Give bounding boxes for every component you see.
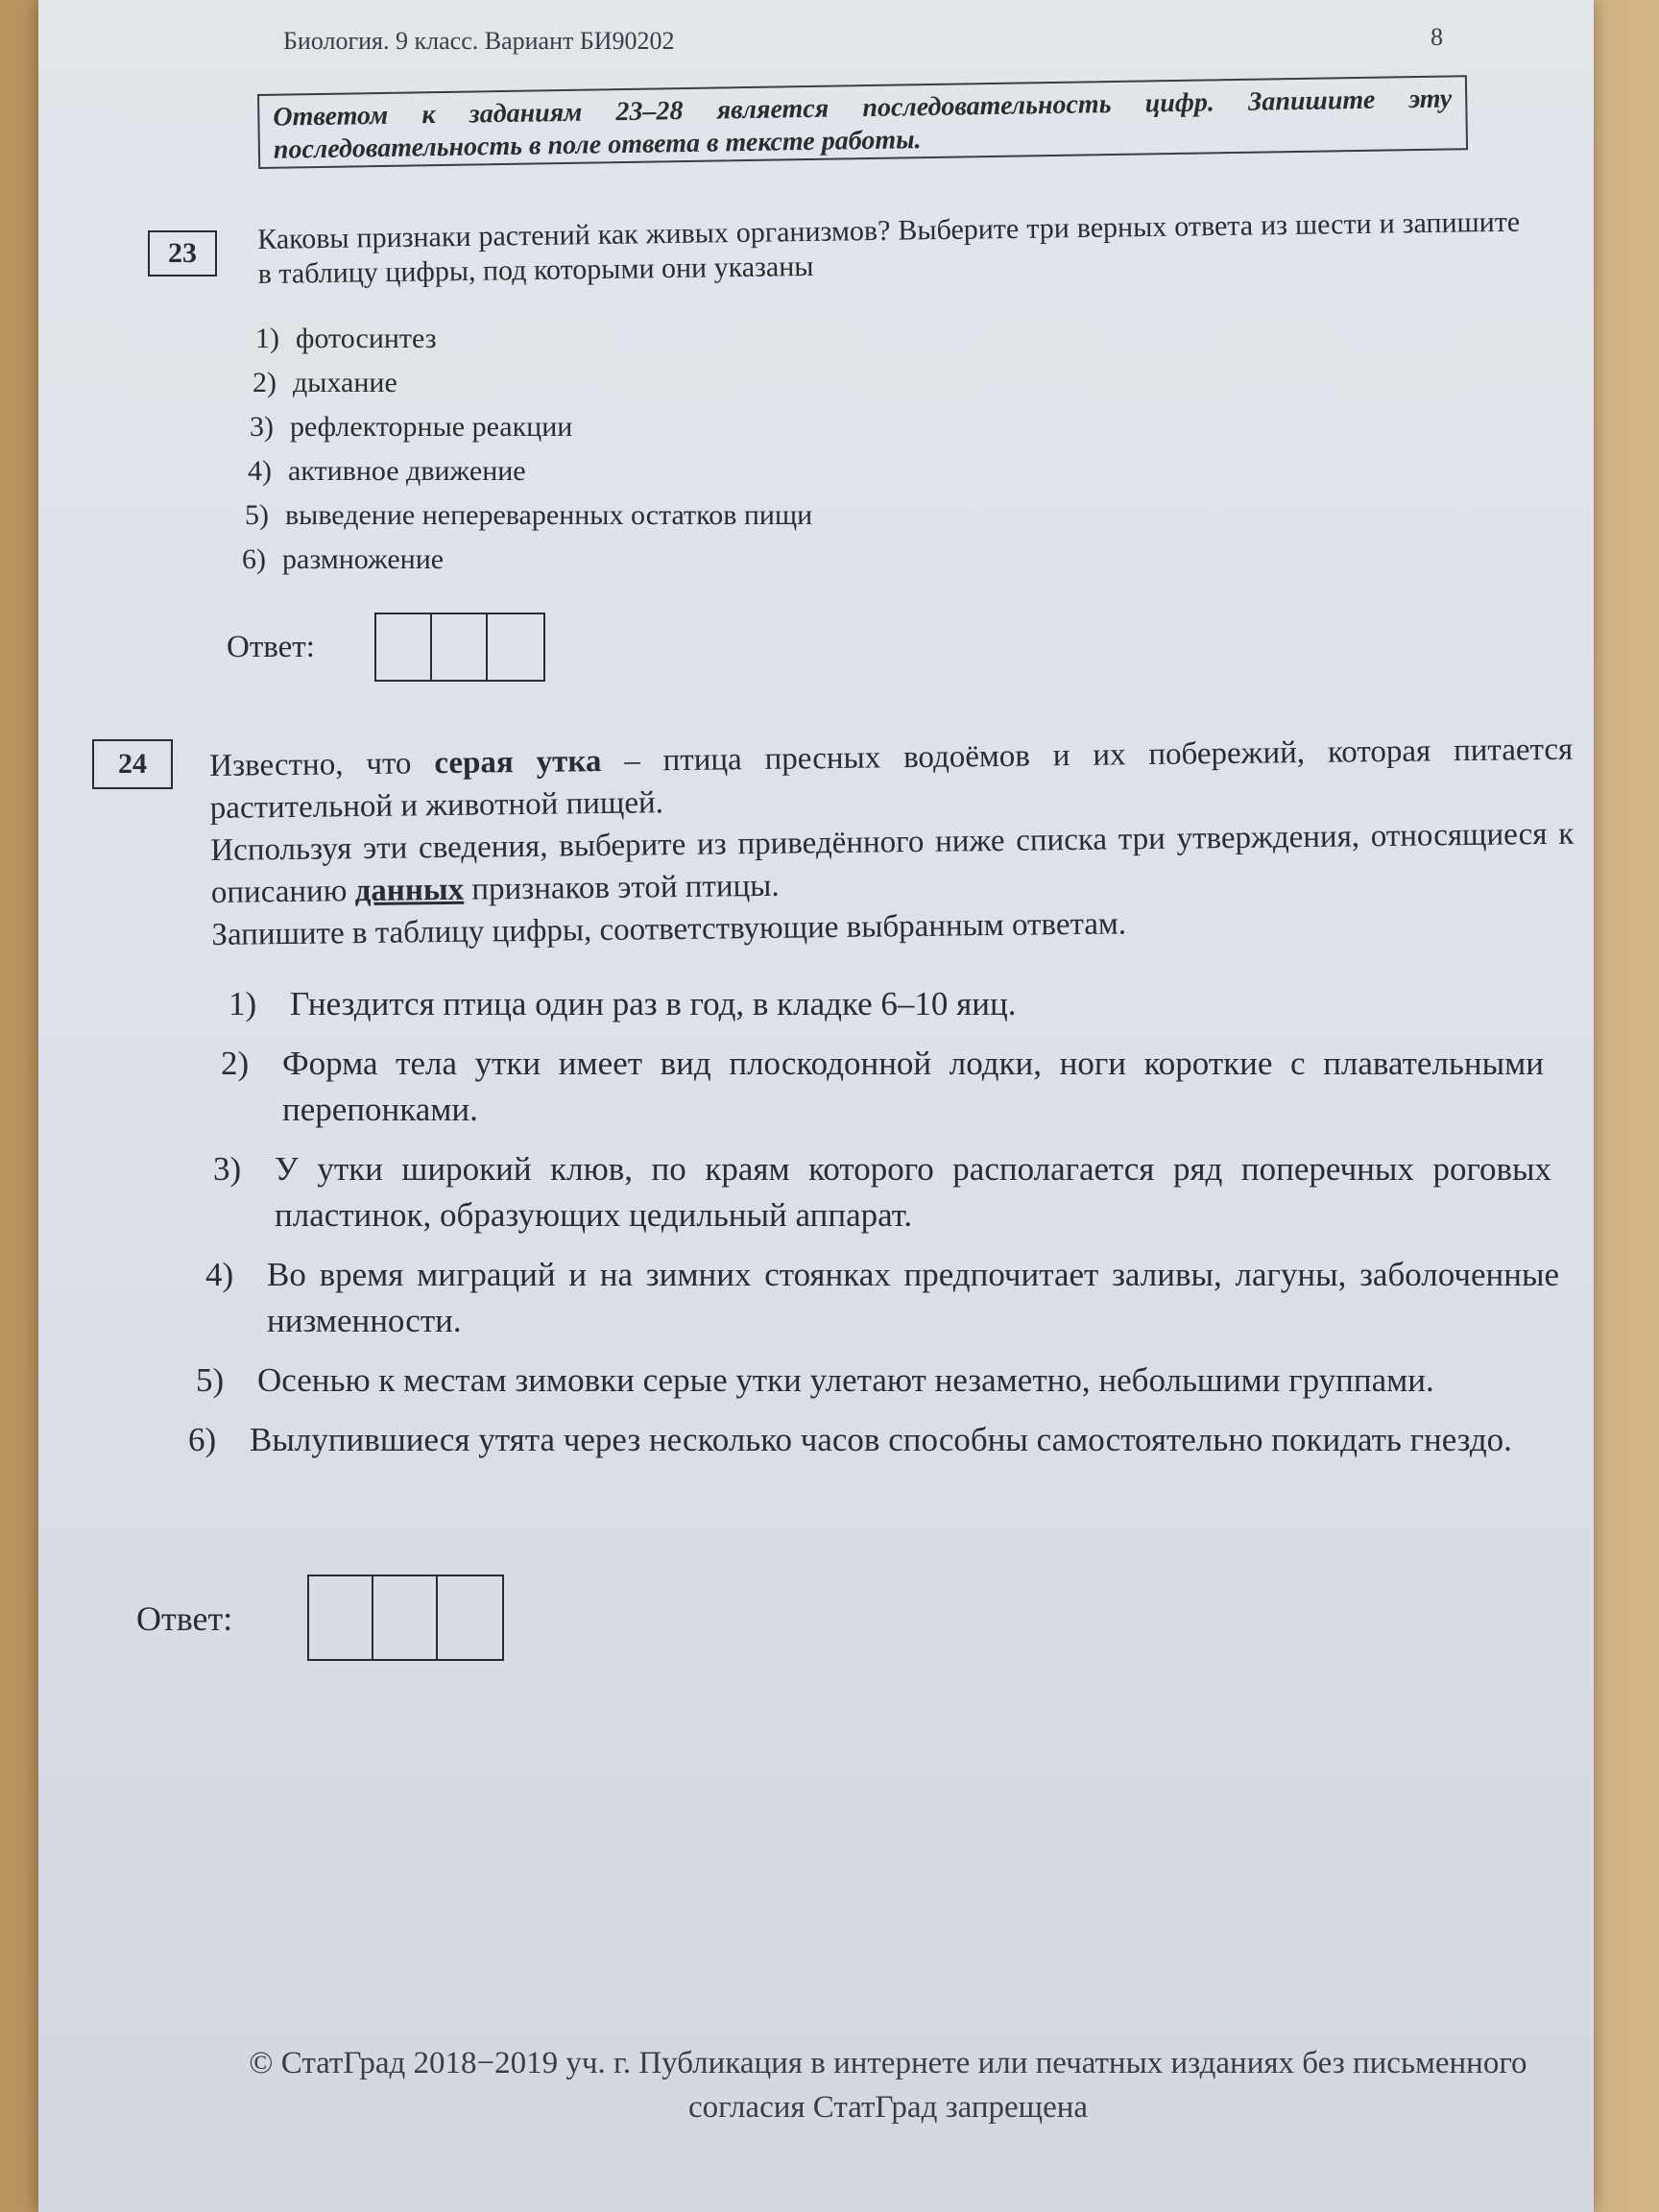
option: 1) фотосинтез — [255, 323, 437, 354]
answer-label-23: Ответ: — [227, 630, 315, 664]
option: 3) У утки широкий клюв, по краям которого располагается ряд поперечных роговых пластинок, образующих цедильный аппарат. — [213, 1150, 1551, 1234]
option: 5) выведение непереваренных остатков пищи — [245, 499, 813, 531]
option: 2) дыхание — [252, 367, 397, 398]
question-24-intro: Известно, что серая утка – птица пресных водоёмов и их побережий, которая питается растительной и животной пищей. — [209, 732, 1574, 826]
answer-boxes-24 — [307, 1575, 504, 1661]
answer-cell[interactable] — [376, 614, 432, 680]
answer-cell[interactable] — [488, 614, 543, 680]
copyright-footer — [130, 2041, 1647, 2129]
answer-cell[interactable] — [432, 614, 488, 680]
question-23-text: Каковы признаки растений как живых организмов? Выберите три верных ответа из шести и запишите в таблицу цифры, под которыми они указаны — [257, 205, 1521, 290]
question-number-23: 23 — [148, 230, 217, 276]
page-header: Биология. 9 класс. Вариант БИ90202 — [283, 27, 675, 55]
footer-line-1: © СтатГрад 2018−2019 уч. г. Публикация в интернете или печатных изданиях без письменного — [249, 2046, 1527, 2080]
option: 3) рефлекторные реакции — [250, 411, 573, 443]
exam-page — [38, 0, 1594, 2212]
question-23-options — [242, 323, 813, 588]
question-24-text — [209, 729, 1575, 956]
answer-label-24: Ответ: — [136, 1599, 233, 1638]
question-24-instruction: Используя эти сведения, выберите из приведённого ниже списка три утверждения, относящиеся к описанию данных признаков этой птицы. — [210, 816, 1575, 910]
page-number: 8 — [1431, 23, 1443, 51]
answer-cell[interactable] — [438, 1576, 502, 1659]
question-24-write-instruction: Запишите в таблицу цифры, соответствующие выбранным ответам. — [211, 906, 1127, 952]
option: 4) активное движение — [248, 455, 526, 487]
option: 4) Во время миграций и на зимних стоянках предпочитает заливы, лагуны, заболоченные низменности. — [205, 1256, 1559, 1339]
answer-boxes-23 — [374, 613, 545, 682]
option: 2) Форма тела утки имеет вид плоскодонной лодки, ноги короткие с плавательными перепонками. — [221, 1045, 1544, 1128]
instruction-box: Ответом к заданиям 23–28 является последовательность цифр. Запишите эту последовательность в поле ответа в тексте работы. — [257, 75, 1468, 169]
option: 6) размножение — [242, 543, 445, 575]
footer-line-2: согласия СтатГрад запрещена — [687, 2090, 1089, 2125]
option: 1) Гнездится птица один раз в год, в кладке 6–10 яиц. — [228, 985, 1017, 1022]
question-number-24: 24 — [92, 739, 173, 789]
answer-cell[interactable] — [309, 1576, 373, 1659]
option: 6) Вылупившиеся утята через несколько часов способны самостоятельно покидать гнездо. — [188, 1421, 1512, 1458]
option: 5) Осенью к местам зимовки серые утки улетают незаметно, небольшими группами. — [196, 1361, 1434, 1399]
answer-cell[interactable] — [373, 1576, 438, 1659]
question-24-options — [173, 981, 1594, 1477]
